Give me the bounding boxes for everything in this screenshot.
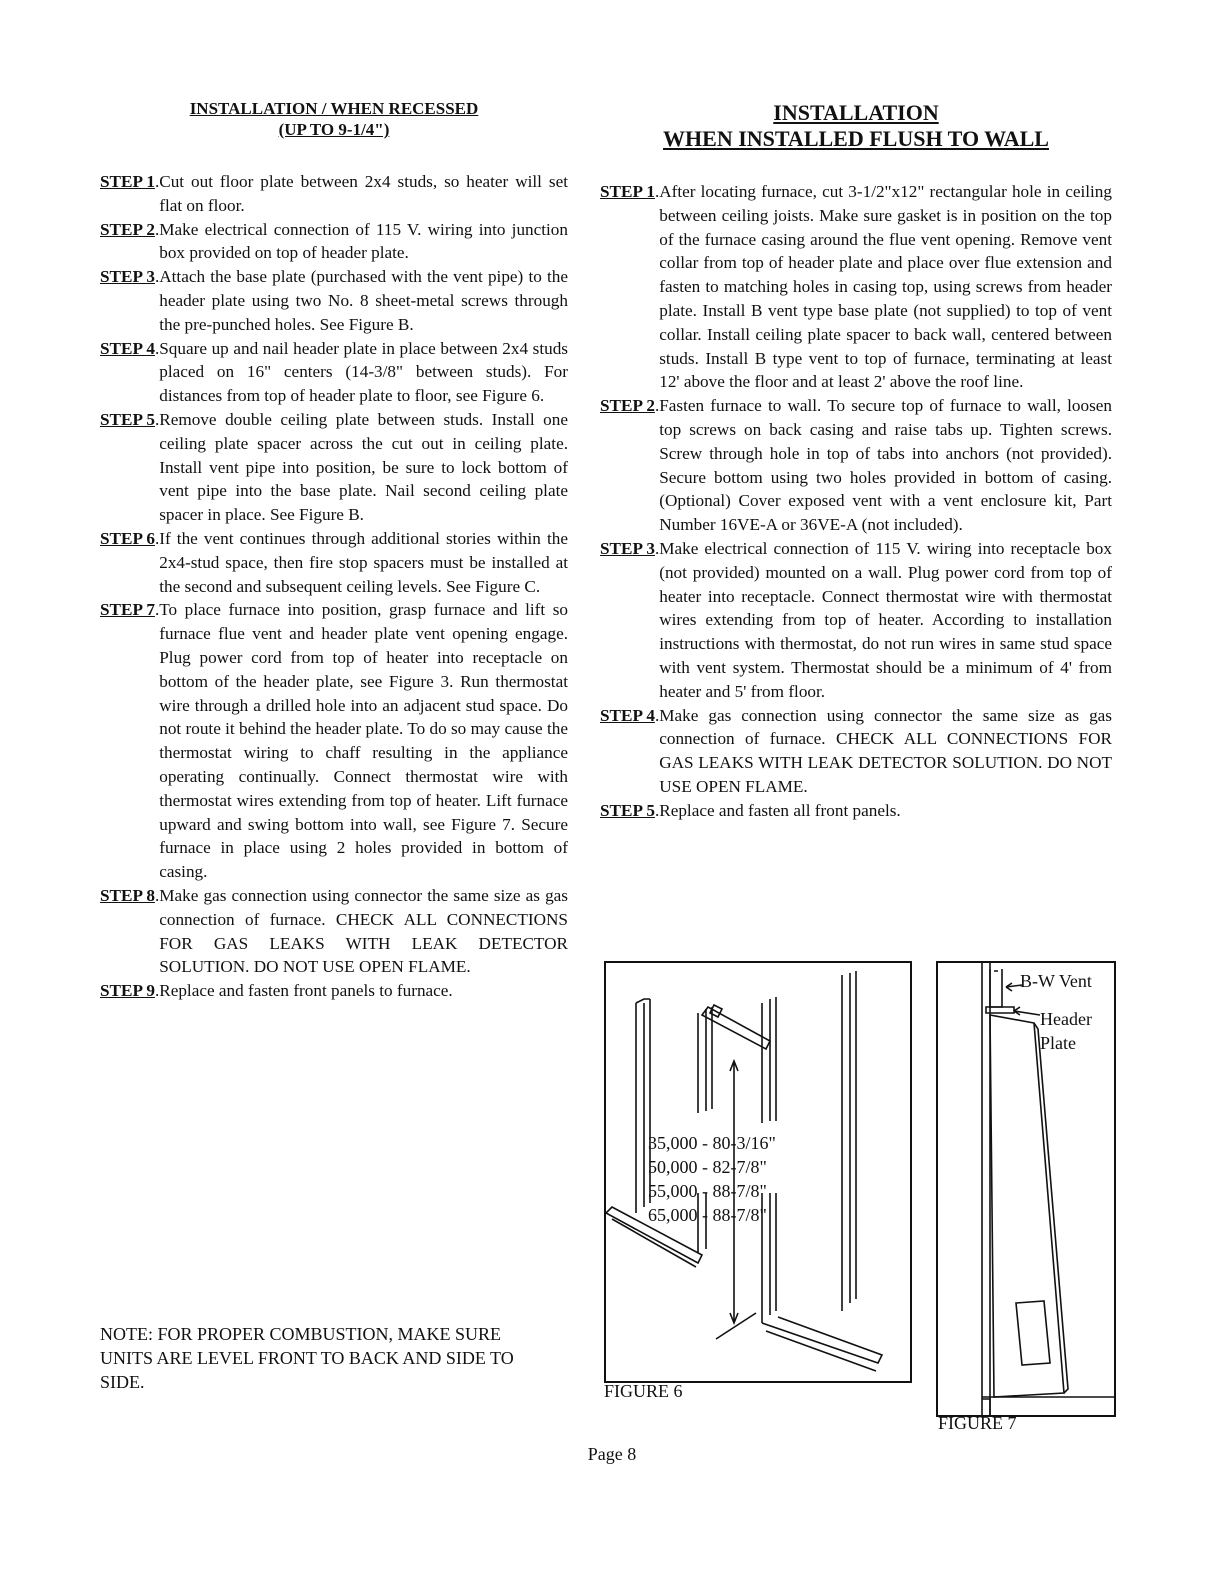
step-text: Make electrical connection of 115 V. wiring into receptacle box (not provided) mounted on a wall. Plug power cord from top of heater into receptacle. Connect thermostat wire with thermostat wires extending from top of heater. According to installation instructions with thermostat, do not run wires in same stud space with vent system. Thermostat should be a minimum of 4' from heater and 5' from floor. bbox=[659, 538, 1112, 701]
step-text: To place furnace into position, grasp furnace and lift so furnace flue vent and header plate vent opening engage. Plug power cord from top of heater into receptacle on bottom of the header plate, see Figure 3. Run thermostat wire through a drilled hole into an adjacent stud space. Do not route it behind the header plate. To do so may cause the thermostat wiring to chaff resulting in the appliance operating continually. Connect thermostat wire with thermostat wires extending from top of heater. Lift furnace upward and swing bottom into wall, see Figure 7. Secure furnace in place using 2 holes provided in bottom of casing. bbox=[159, 600, 568, 882]
left-step-9: STEP 9 . Replace and fasten front panels to furnace. bbox=[100, 979, 568, 1003]
step-label: STEP 4 bbox=[100, 338, 155, 358]
step-label: STEP 7 bbox=[100, 600, 155, 620]
step-text: Replace and fasten front panels to furnace. bbox=[159, 981, 453, 1001]
step-text: Remove double ceiling plate between studs. Install one ceiling plate spacer across the cut out in ceiling plate. Install vent pipe into position, be sure to lock bottom of vent pipe into the base plate. Nail second ceiling plate spacer in place. See Figure B. bbox=[159, 409, 568, 525]
step-label: STEP 6 bbox=[100, 528, 155, 548]
left-step-3: STEP 3 . Attach the base plate (purchased with the vent pipe) to the header plate using two No. 8 sheet-metal screws through the pre-punched holes. See Figure B. bbox=[100, 265, 568, 336]
right-title-line2: WHEN INSTALLED FLUSH TO WALL bbox=[663, 126, 1049, 151]
left-title-line1: INSTALLATION / WHEN RECESSED bbox=[189, 99, 479, 118]
step-label: STEP 3 bbox=[600, 538, 655, 558]
step-label: STEP 4 bbox=[600, 705, 655, 725]
dimension-line: 35,000 - 80-3/16" bbox=[648, 1133, 776, 1153]
step-text: Replace and fasten all front panels. bbox=[659, 800, 901, 820]
figure-6-dimensions bbox=[648, 1131, 776, 1227]
left-step-4: STEP 4 . Square up and nail header plate in place between 2x4 studs placed on 16" centers (14-3/8" between studs). For distances from top of header plate to floor, see Figure 6. bbox=[100, 337, 568, 408]
step-label: STEP 1 bbox=[600, 182, 655, 201]
step-label: STEP 1 bbox=[100, 172, 155, 191]
step-label: STEP 5 bbox=[600, 800, 655, 820]
right-step-1: STEP 1 . After locating furnace, cut 3-1/2"x12" rectangular hole in ceiling between ceiling joists. Make sure gasket is in position on the top of the furnace casing around the flue vent opening. Remove vent collar from top of header plate and place over flue extension and fasten to matching holes in casing top, using screws from header plate. Install B vent type base plate (not supplied) to top of vent collar. Install ceiling plate spacer to back wall, centered between studs. Install B type vent to top of furnace, terminating at least 12' above the floor and at least 2' above the roof line. bbox=[600, 180, 1112, 394]
left-step-2: STEP 2 . Make electrical connection of 115 V. wiring into junction box provided on top of header plate. bbox=[100, 218, 568, 266]
left-column bbox=[100, 98, 568, 1003]
right-step-5: STEP 5 . Replace and fasten all front panels. bbox=[600, 799, 1112, 823]
step-label: STEP 5 bbox=[100, 409, 155, 429]
left-step-1: STEP 1 . Cut out floor plate between 2x4 studs, so heater will set flat on floor. bbox=[100, 170, 568, 218]
figure-6-caption: FIGURE 6 bbox=[604, 1381, 683, 1401]
step-text: After locating furnace, cut 3-1/2"x12" rectangular hole in ceiling between ceiling joists. Make sure gasket is in position on the top of the furnace casing around the flue vent opening. Remove vent collar from top of header plate and place over flue extension and fasten to matching holes in casing top, using screws from header plate. Install B vent type base plate (not supplied) to top of vent collar. Install ceiling plate spacer to back wall, centered between studs. Install B type vent to top of furnace, terminating at least 12' above the floor and at least 2' above the roof line. bbox=[659, 182, 1112, 392]
step-text: Fasten furnace to wall. To secure top of furnace to wall, loosen top screws on back casing and raise tabs up. Tighten screws. Screw through hole in top of tabs into anchors (not provided). Secure bottom using two holes provided in bottom of casing. (Optional) Cover exposed vent with a vent enclosure kit, Part Number 16VE-A or 36VE-A (not included). bbox=[659, 396, 1112, 535]
right-steps bbox=[600, 180, 1112, 823]
step-text: Make electrical connection of 115 V. wiring into junction box provided on top of header plate. bbox=[159, 219, 568, 263]
right-section-title bbox=[600, 100, 1112, 152]
left-step-5: STEP 5 . Remove double ceiling plate between studs. Install one ceiling plate spacer across the cut out in ceiling plate. Install vent pipe into position, be sure to lock bottom of vent pipe into the base plate. Nail second ceiling plate spacer in place. See Figure B. bbox=[100, 408, 568, 527]
left-section-title bbox=[100, 98, 568, 140]
step-label: STEP 2 bbox=[600, 396, 655, 416]
right-column bbox=[600, 100, 1112, 823]
figure-6 bbox=[604, 961, 912, 1383]
step-text: Cut out floor plate between 2x4 studs, so heater will set flat on floor. bbox=[159, 172, 568, 215]
step-text: Attach the base plate (purchased with the vent pipe) to the header plate using two No. 8 sheet-metal screws through the pre-punched holes. See Figure B. bbox=[159, 267, 568, 334]
right-title-line1: INSTALLATION bbox=[773, 100, 939, 125]
step-label: STEP 2 bbox=[100, 219, 155, 239]
step-text: If the vent continues through additional stories within the 2x4-stud space, then fire stop spacers must be installed at the second and subsequent ceiling levels. See Figure C. bbox=[159, 528, 568, 596]
right-step-2: STEP 2 . Fasten furnace to wall. To secure top of furnace to wall, loosen top screws on back casing and raise tabs up. Tighten screws. Screw through hole in top of tabs into anchors (not provided). Secure bottom using two holes provided in bottom of casing. (Optional) Cover exposed vent with a vent enclosure kit, Part Number 16VE-A or 36VE-A (not included). bbox=[600, 394, 1112, 537]
left-step-7: STEP 7 . To place furnace into position, grasp furnace and lift so furnace flue vent and header plate vent opening engage. Plug power cord from top of heater into receptacle on bottom of the header plate, see Figure 3. Run thermostat wire through a drilled hole into an adjacent stud space. Do not route it behind the header plate. To do so may cause the thermostat wiring to chaff resulting in the appliance operating continually. Connect thermostat wire with thermostat wires extending from top of heater. Lift furnace upward and swing bottom into wall, see Figure 7. Secure furnace in place using 2 holes provided in bottom of casing. bbox=[100, 598, 568, 884]
step-text: Make gas connection using connector the same size as gas connection of furnace. CHECK ALL CONNECTIONS FOR GAS LEAKS WITH LEAK DETECTOR SOLUTION. DO NOT USE OPEN FLAME. bbox=[659, 705, 1112, 796]
figure-7-caption: FIGURE 7 bbox=[938, 1413, 1017, 1433]
step-label: STEP 9 bbox=[100, 981, 155, 1001]
page-number: Page 8 bbox=[587, 1444, 637, 1464]
right-step-3: STEP 3 . Make electrical connection of 115 V. wiring into receptacle box (not provided) mounted on a wall. Plug power cord from top of heater into receptacle. Connect thermostat wire with thermostat wires extending from top of heater. According to installation instructions with thermostat, do not run wires in same stud space with vent system. Thermostat should be a minimum of 4' from heater and 5' from floor. bbox=[600, 537, 1112, 704]
right-step-4: STEP 4 . Make gas connection using connector the same size as gas connection of furnace. CHECK ALL CONNECTIONS FOR GAS LEAKS WITH LEAK DETECTOR SOLUTION. DO NOT USE OPEN FLAME. bbox=[600, 704, 1112, 799]
figure-7 bbox=[936, 961, 1116, 1417]
left-steps bbox=[100, 170, 568, 1003]
label-bw-vent: B-W Vent bbox=[1020, 971, 1092, 991]
label-header-line2: Plate bbox=[1040, 1033, 1076, 1053]
dimension-line: 50,000 - 82-7/8" bbox=[648, 1157, 767, 1177]
step-label: STEP 8 bbox=[100, 885, 155, 905]
combustion-note: NOTE: FOR PROPER COMBUSTION, MAKE SURE UNITS ARE LEVEL FRONT TO BACK AND SIDE TO SIDE. bbox=[100, 1324, 514, 1392]
left-title-line2: (UP TO 9-1/4") bbox=[278, 120, 390, 139]
step-label: STEP 3 bbox=[100, 267, 155, 287]
left-step-6: STEP 6 . If the vent continues through additional stories within the 2x4-stud space, then fire stop spacers must be installed at the second and subsequent ceiling levels. See Figure C. bbox=[100, 527, 568, 598]
dimension-line: 55,000 - 88-7/8" bbox=[648, 1181, 767, 1201]
dimension-line: 65,000 - 88-7/8" bbox=[648, 1205, 767, 1225]
step-text: Square up and nail header plate in place between 2x4 studs placed on 16" centers (14-3/8" between studs). For distances from top of header plate to floor, see Figure 6. bbox=[159, 338, 568, 406]
left-step-8: STEP 8 . Make gas connection using connector the same size as gas connection of furnace. CHECK ALL CONNECTIONS FOR GAS LEAKS WITH LEAK DETECTOR SOLUTION. DO NOT USE OPEN FLAME. bbox=[100, 884, 568, 979]
label-header-line1: Header bbox=[1040, 1009, 1092, 1029]
step-text: Make gas connection using connector the same size as gas connection of furnace. CHECK ALL CONNECTIONS FOR GAS LEAKS WITH LEAK DETECTOR SOLUTION. DO NOT USE OPEN FLAME. bbox=[159, 885, 568, 977]
